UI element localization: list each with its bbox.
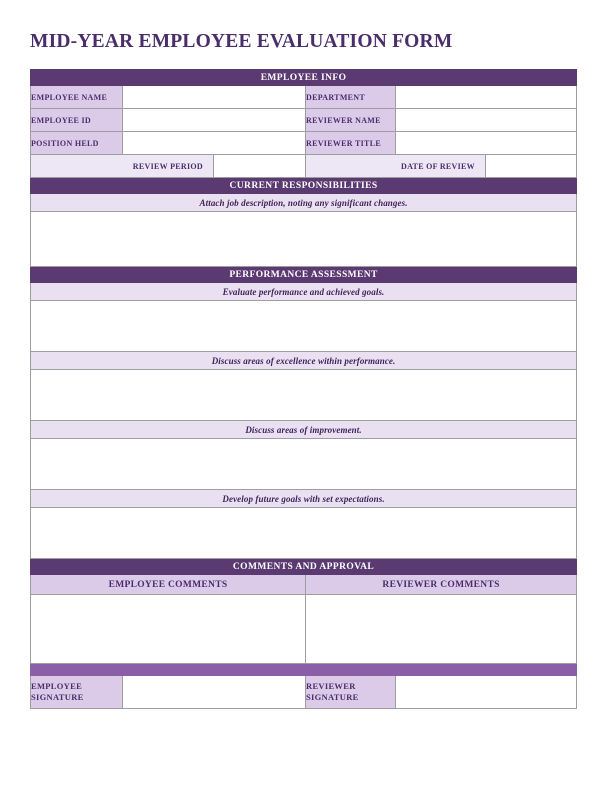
reviewer-name-input[interactable]	[396, 109, 577, 132]
performance-prompt-row-2	[31, 352, 577, 370]
performance-prompt-areas-of-improvement: Discuss areas of improvement.	[31, 421, 577, 439]
employee-info-row-1	[31, 86, 577, 109]
employee-info-row-3	[31, 132, 577, 155]
performance-prompt-row-4	[31, 490, 577, 508]
review-period-input[interactable]	[214, 155, 306, 178]
performance-answer-row-2	[31, 370, 577, 421]
date-of-review-label: DATE OF REVIEW	[306, 155, 486, 178]
employee-comments-label: EMPLOYEE COMMENTS	[31, 575, 306, 595]
employee-signature-label	[31, 676, 123, 709]
employee-signature-label-line2: SIGNATURE	[31, 692, 84, 703]
section-header-performance-assessment: PERFORMANCE ASSESSMENT	[31, 267, 577, 283]
reviewer-title-label: REVIEWER TITLE	[306, 132, 396, 155]
employee-info-header-row	[31, 70, 577, 86]
employee-name-label: EMPLOYEE NAME	[31, 86, 123, 109]
reviewer-name-label: REVIEWER NAME	[306, 109, 396, 132]
employee-signature-input[interactable]	[123, 676, 306, 709]
reviewer-title-input[interactable]	[396, 132, 577, 155]
employee-name-input[interactable]	[123, 86, 306, 109]
employee-info-row-2	[31, 109, 577, 132]
performance-answer-areas-of-excellence[interactable]	[31, 370, 577, 421]
section-header-employee-info: EMPLOYEE INFO	[31, 70, 577, 86]
reviewer-signature-label-line1: REVIEWER	[306, 680, 356, 691]
performance-prompt-evaluate-performance: Evaluate performance and achieved goals.	[31, 283, 577, 301]
current-responsibilities-answer[interactable]	[31, 212, 577, 267]
performance-answer-row-1	[31, 301, 577, 352]
page-title: MID-YEAR EMPLOYEE EVALUATION FORM	[30, 31, 453, 52]
review-period-label: REVIEW PERIOD	[31, 155, 214, 178]
review-period-row	[31, 155, 577, 178]
department-label: DEPARTMENT	[306, 86, 396, 109]
current-responsibilities-prompt-row	[31, 194, 577, 212]
comments-answer-row	[31, 595, 577, 664]
current-responsibilities-prompt: Attach job description, noting any significant changes.	[31, 194, 577, 212]
reviewer-signature-label-line2: SIGNATURE	[306, 692, 359, 703]
signature-row	[31, 676, 577, 709]
performance-assessment-header-row	[31, 267, 577, 283]
performance-answer-row-3	[31, 439, 577, 490]
employee-signature-label-line1: EMPLOYEE	[31, 680, 83, 691]
signature-spacer-row	[31, 664, 577, 676]
employee-id-label: EMPLOYEE ID	[31, 109, 123, 132]
comments-approval-header-row	[31, 559, 577, 575]
performance-prompt-future-goals: Develop future goals with set expectations.	[31, 490, 577, 508]
employee-id-input[interactable]	[123, 109, 306, 132]
evaluation-form-table	[30, 69, 577, 709]
performance-prompt-row-1	[31, 283, 577, 301]
position-held-label: POSITION HELD	[31, 132, 123, 155]
date-of-review-input[interactable]	[486, 155, 577, 178]
reviewer-comments-input[interactable]	[306, 595, 577, 664]
performance-answer-row-4	[31, 508, 577, 559]
performance-answer-areas-of-improvement[interactable]	[31, 439, 577, 490]
current-responsibilities-answer-row	[31, 212, 577, 267]
section-header-comments-and-approval: COMMENTS AND APPROVAL	[31, 559, 577, 575]
current-responsibilities-header-row	[31, 178, 577, 194]
performance-prompt-row-3	[31, 421, 577, 439]
performance-answer-future-goals[interactable]	[31, 508, 577, 559]
performance-prompt-areas-of-excellence: Discuss areas of excellence within performance.	[31, 352, 577, 370]
employee-comments-input[interactable]	[31, 595, 306, 664]
comments-subheader-row	[31, 575, 577, 595]
department-input[interactable]	[396, 86, 577, 109]
signature-spacer-band	[31, 664, 577, 676]
section-header-current-responsibilities: CURRENT RESPONSIBILITIES	[31, 178, 577, 194]
performance-answer-evaluate-performance[interactable]	[31, 301, 577, 352]
reviewer-comments-label: REVIEWER COMMENTS	[306, 575, 577, 595]
position-held-input[interactable]	[123, 132, 306, 155]
reviewer-signature-input[interactable]	[396, 676, 577, 709]
reviewer-signature-label	[306, 676, 396, 709]
